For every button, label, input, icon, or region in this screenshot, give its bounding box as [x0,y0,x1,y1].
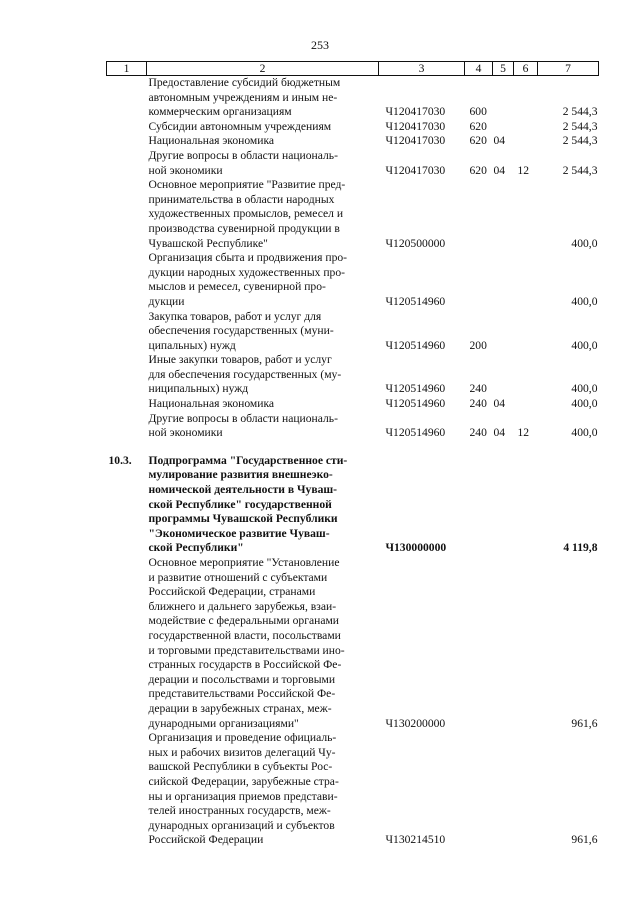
description-line: производства сувенирной продукции в [148,221,340,235]
amount: 400,0 [571,397,598,411]
row-number [107,178,147,251]
header-col-6: 6 [514,62,538,76]
target-code: Ч130000000 [385,541,447,555]
subsection-code [514,310,538,354]
amount: 961,6 [571,833,598,847]
header-row [107,62,599,76]
expense-type: 240 [469,382,487,396]
table-row [107,412,599,441]
table-row [107,310,599,354]
section-code: 04 [493,397,506,411]
description-line: ципальных) нужд [148,338,236,352]
expense-type: 620 [469,163,487,177]
subsection-code [514,134,538,149]
row-description [147,397,379,412]
description-line: представительствами Российской Фе- [148,687,336,701]
spacer-row [107,441,599,454]
target-code: Ч120417030 [385,119,446,133]
description-line: ближнего и дальнего зарубежья, взаи- [148,599,337,613]
description-line: мулирование развития внешнеэко- [148,468,333,482]
description-line: "Экономическое развитие Чуваш- [148,526,330,540]
expense-type: 620 [469,134,487,148]
description-line: для обеспечения государственных (му- [148,367,342,381]
row-number [107,149,147,178]
section-code [493,353,514,397]
target-code: Ч120417030 [385,134,446,148]
table-row [107,120,599,135]
section-code: 04 [493,163,506,177]
expense-type [465,251,493,309]
row-description [147,412,379,441]
description-line: Национальная экономика [148,134,275,148]
expense-type [465,454,493,556]
target-code: Ч120514960 [385,426,446,440]
subsection-code [514,556,538,731]
subsection-code [514,76,538,120]
description-line: ской Республике" государственной [148,497,332,511]
row-description [147,353,379,397]
expense-type: 600 [469,105,487,119]
amount: 2 544,3 [562,105,598,119]
row-description [147,556,379,731]
subsection-code [514,353,538,397]
description-line: дерации в зарубежных странах, меж- [148,701,332,715]
budget-table [106,61,599,848]
subsection-code: 12 [517,426,530,440]
row-number [107,310,147,354]
header-col-1: 1 [107,62,147,76]
description-line: Подпрограмма "Государственное сти- [148,453,348,467]
row-description [147,454,379,556]
expense-type: 620 [469,119,487,133]
row-number [107,251,147,309]
description-line: ной экономики [148,426,223,440]
description-line: программы Чувашской Республики [148,512,338,526]
subsection-code [514,397,538,412]
amount: 400,0 [571,382,598,396]
table-row [107,251,599,309]
description-line: Организация сбыта и продвижения про- [148,251,348,265]
row-description [147,134,379,149]
description-line: государственной власти, посольствами [148,628,341,642]
target-code: Ч120514960 [385,397,446,411]
row-number [107,353,147,397]
header-col-3: 3 [379,62,465,76]
description-line: Предоставление субсидий бюджетным [148,76,341,89]
amount: 400,0 [571,426,598,440]
description-line: номической деятельности в Чуваш- [148,483,338,497]
description-line: дународными организациями" [148,716,299,730]
header-col-2: 2 [147,62,379,76]
description-line: дународных организаций и субъектов [148,818,335,832]
section-code [493,731,514,848]
description-line: телей иностранных государств, меж- [148,804,331,818]
row-description [147,149,379,178]
description-line: дукции народных художественных про- [148,265,345,279]
amount: 2 544,3 [562,134,598,148]
subsection-code [514,251,538,309]
description-line: и развитие отношений с субъектами [148,570,328,584]
section-code [493,310,514,354]
target-code: Ч120514960 [385,338,446,352]
amount: 400,0 [571,294,598,308]
section-code [493,556,514,731]
description-line: Чувашской Республике" [148,236,268,250]
description-line: вашской Республики в субъекты Рос- [148,760,333,774]
subsection-code [514,454,538,556]
section-code: 04 [493,134,506,148]
amount: 961,6 [571,716,598,730]
row-description [147,731,379,848]
section-code [493,454,514,556]
row-number [107,556,147,731]
description-line: Российской Федерации, странами [148,585,316,599]
row-description [147,251,379,309]
expense-type [465,731,493,848]
expense-type [465,178,493,251]
description-line: Другие вопросы в области националь- [148,411,338,425]
row-number [107,731,147,848]
table-row [107,556,599,731]
description-line: ных и рабочих визитов делегаций Чу- [148,745,336,759]
target-code: Ч120417030 [385,105,446,119]
row-description [147,120,379,135]
table-row [107,353,599,397]
expense-type: 200 [469,338,487,352]
subsection-code: 12 [517,163,530,177]
row-description [147,178,379,251]
description-line: коммерческим организациям [148,105,292,119]
section-code [493,251,514,309]
description-line: модействие с федеральными органами [148,614,340,628]
amount: 400,0 [571,236,598,250]
target-code: Ч120500000 [385,236,446,250]
section-code [493,120,514,135]
header-col-5: 5 [493,62,514,76]
table-row [107,76,599,120]
table-row [107,134,599,149]
row-number [107,134,147,149]
row-description [147,310,379,354]
table-row [107,454,599,556]
expense-type [465,556,493,731]
description-line: дерации и посольствами и торговыми [148,672,336,686]
description-line: Российской Федерации [148,833,264,847]
description-line: Другие вопросы в области националь- [148,148,338,162]
section-code [493,178,514,251]
section-code [493,76,514,120]
description-line: странных государств в Российской Фе- [148,658,342,672]
amount: 4 119,8 [563,541,598,555]
row-number: 10.3. [108,453,132,467]
target-code: Ч120514960 [385,382,446,396]
description-line: Субсидии автономным учреждениям [148,119,332,133]
row-number [107,397,147,412]
target-code: Ч120514960 [385,294,446,308]
description-line: ниципальных) нужд [148,382,249,396]
description-line: сийской Федерации, зарубежные стра- [148,774,339,788]
description-line: и торговыми представительствами ино- [148,643,345,657]
row-description [147,76,379,120]
table-row [107,397,599,412]
description-line: Иные закупки товаров, работ и услуг [148,353,332,367]
row-number [107,76,147,120]
subsection-code [514,178,538,251]
page-number: 253 [311,38,329,52]
expense-type: 240 [469,426,487,440]
section-code: 04 [493,426,506,440]
target-code: Ч130200000 [385,716,446,730]
expense-type: 240 [469,397,487,411]
description-line: автономным учреждениям и иным не- [148,90,338,104]
header-col-7: 7 [538,62,599,76]
description-line: ны и организация приемов представи- [148,789,338,803]
description-line: Организация и проведение официаль- [148,731,337,745]
description-line: ской Республики" [148,541,244,555]
description-line: дукции [148,294,185,308]
subsection-code [514,731,538,848]
description-line: Основное мероприятие "Развитие пред- [148,178,346,192]
amount: 400,0 [571,338,598,352]
description-line: обеспечения государственных (муни- [148,324,334,338]
table-row [107,731,599,848]
description-line: Закупка товаров, работ и услуг для [148,309,322,323]
description-line: принимательства в области народных [148,192,335,206]
table-row [107,149,599,178]
header-col-4: 4 [465,62,493,76]
description-line: ной экономики [148,163,223,177]
row-number [107,412,147,441]
target-code: Ч120417030 [385,163,446,177]
description-line: Национальная экономика [148,397,275,411]
amount: 2 544,3 [562,163,598,177]
table-row [107,178,599,251]
description-line: художественных промыслов, ремесел и [148,207,344,221]
target-code: Ч130214510 [385,833,446,847]
description-line: мыслов и ремесел, сувенирной про- [148,280,326,294]
amount: 2 544,3 [562,119,598,133]
row-number [107,120,147,135]
subsection-code [514,120,538,135]
description-line: Основное мероприятие "Установление [148,556,340,569]
